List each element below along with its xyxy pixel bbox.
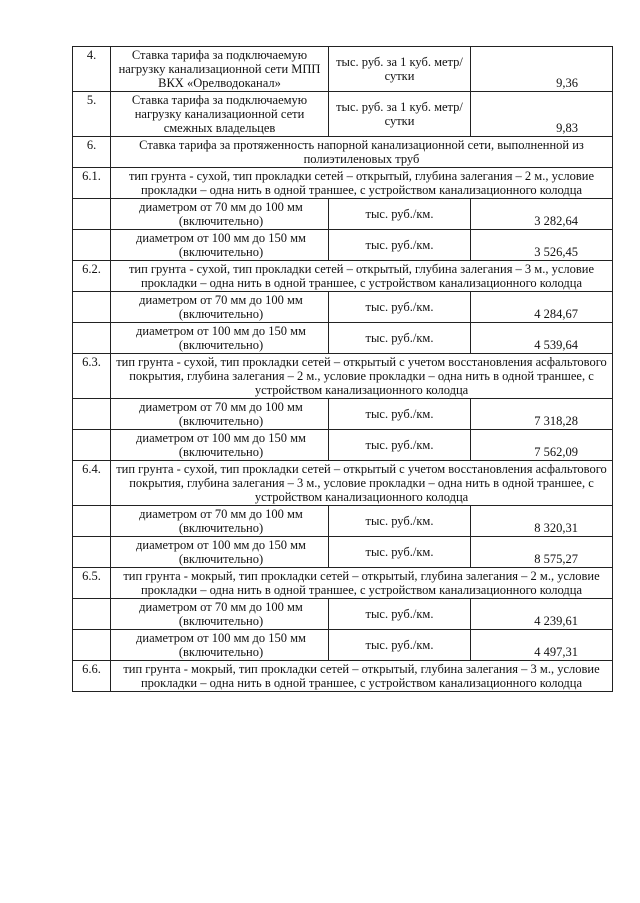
section-number: 6.2. <box>73 261 111 292</box>
section-row <box>73 461 613 506</box>
sub-row-value: 8 320,31 <box>471 506 613 537</box>
sub-row-name: диаметром от 70 мм до 100 мм (включительно) <box>111 599 329 630</box>
section-description: тип грунта - мокрый, тип прокладки сетей – открытый, глубина залегания – 2 м., условие прокладки – одна нить в одной траншее, с устройством канализационного колодца <box>111 568 613 599</box>
row-unit: тыс. руб. за 1 куб. метр/сутки <box>329 92 471 137</box>
empty-cell <box>73 430 111 461</box>
sub-row <box>73 323 613 354</box>
sub-row-name: диаметром от 100 мм до 150 мм (включительно) <box>111 323 329 354</box>
sub-row-value: 3 282,64 <box>471 199 613 230</box>
section-description: Ставка тарифа за протяженность напорной канализационной сети, выполненной из полиэтиленовых труб <box>111 137 613 168</box>
section-description: тип грунта - сухой, тип прокладки сетей – открытый с учетом восстановления асфальтового покрытия, глубина залегания – 2 м., условие прокладки – одна нить в одной траншее, с устройством канализационного колодца <box>111 354 613 399</box>
section-number: 6.1. <box>73 168 111 199</box>
empty-cell <box>73 630 111 661</box>
sub-row-unit: тыс. руб./км. <box>329 630 471 661</box>
sub-row-value: 4 497,31 <box>471 630 613 661</box>
table-row <box>73 47 613 92</box>
sub-row-value: 7 318,28 <box>471 399 613 430</box>
row-name: Ставка тарифа за подключаемую нагрузку канализационной сети смежных владельцев <box>111 92 329 137</box>
sub-row-name: диаметром от 100 мм до 150 мм (включительно) <box>111 230 329 261</box>
empty-cell <box>73 199 111 230</box>
sub-row-unit: тыс. руб./км. <box>329 430 471 461</box>
sub-row <box>73 199 613 230</box>
section-row <box>73 354 613 399</box>
section-row <box>73 137 613 168</box>
sub-row-name: диаметром от 100 мм до 150 мм (включительно) <box>111 537 329 568</box>
section-row <box>73 661 613 692</box>
sub-row <box>73 292 613 323</box>
empty-cell <box>73 537 111 568</box>
sub-row-value: 8 575,27 <box>471 537 613 568</box>
tariff-table-body <box>73 47 613 692</box>
table-row <box>73 92 613 137</box>
row-value: 9,36 <box>471 47 613 92</box>
section-description: тип грунта - сухой, тип прокладки сетей – открытый с учетом восстановления асфальтового покрытия, глубина залегания – 3 м., условие прокладки – одна нить в одной траншее, с устройством канализационного колодца <box>111 461 613 506</box>
row-number: 4. <box>73 47 111 92</box>
section-number: 6.3. <box>73 354 111 399</box>
sub-row <box>73 599 613 630</box>
sub-row-unit: тыс. руб./км. <box>329 506 471 537</box>
sub-row-value: 4 539,64 <box>471 323 613 354</box>
section-description: тип грунта - сухой, тип прокладки сетей – открытый, глубина залегания – 3 м., условие прокладки – одна нить в одной траншее, с устройством канализационного колодца <box>111 261 613 292</box>
sub-row-value: 3 526,45 <box>471 230 613 261</box>
sub-row-name: диаметром от 70 мм до 100 мм (включительно) <box>111 399 329 430</box>
row-unit: тыс. руб. за 1 куб. метр/сутки <box>329 47 471 92</box>
empty-cell <box>73 292 111 323</box>
section-number: 6.4. <box>73 461 111 506</box>
tariff-table <box>72 46 613 692</box>
section-row <box>73 261 613 292</box>
sub-row <box>73 230 613 261</box>
row-number: 5. <box>73 92 111 137</box>
empty-cell <box>73 230 111 261</box>
sub-row-name: диаметром от 100 мм до 150 мм (включительно) <box>111 630 329 661</box>
sub-row-value: 7 562,09 <box>471 430 613 461</box>
section-number: 6.6. <box>73 661 111 692</box>
sub-row-name: диаметром от 70 мм до 100 мм (включительно) <box>111 292 329 323</box>
sub-row-unit: тыс. руб./км. <box>329 399 471 430</box>
section-number: 6. <box>73 137 111 168</box>
section-row <box>73 568 613 599</box>
sub-row-name: диаметром от 70 мм до 100 мм (включительно) <box>111 199 329 230</box>
sub-row-unit: тыс. руб./км. <box>329 323 471 354</box>
sub-row <box>73 430 613 461</box>
empty-cell <box>73 599 111 630</box>
sub-row <box>73 506 613 537</box>
sub-row-value: 4 239,61 <box>471 599 613 630</box>
sub-row <box>73 399 613 430</box>
sub-row-unit: тыс. руб./км. <box>329 537 471 568</box>
sub-row <box>73 630 613 661</box>
empty-cell <box>73 506 111 537</box>
row-name: Ставка тарифа за подключаемую нагрузку канализационной сети МПП ВКХ «Орелводоканал» <box>111 47 329 92</box>
empty-cell <box>73 399 111 430</box>
sub-row-name: диаметром от 70 мм до 100 мм (включительно) <box>111 506 329 537</box>
section-row <box>73 168 613 199</box>
sub-row-value: 4 284,67 <box>471 292 613 323</box>
section-number: 6.5. <box>73 568 111 599</box>
row-value: 9,83 <box>471 92 613 137</box>
section-description: тип грунта - сухой, тип прокладки сетей – открытый, глубина залегания – 2 м., условие прокладки – одна нить в одной траншее, с устройством канализационного колодца <box>111 168 613 199</box>
sub-row-unit: тыс. руб./км. <box>329 292 471 323</box>
empty-cell <box>73 323 111 354</box>
sub-row-name: диаметром от 100 мм до 150 мм (включительно) <box>111 430 329 461</box>
document-page <box>72 46 612 692</box>
sub-row-unit: тыс. руб./км. <box>329 599 471 630</box>
section-description: тип грунта - мокрый, тип прокладки сетей – открытый, глубина залегания – 3 м., условие прокладки – одна нить в одной траншее, с устройством канализационного колодца <box>111 661 613 692</box>
sub-row-unit: тыс. руб./км. <box>329 230 471 261</box>
sub-row <box>73 537 613 568</box>
sub-row-unit: тыс. руб./км. <box>329 199 471 230</box>
